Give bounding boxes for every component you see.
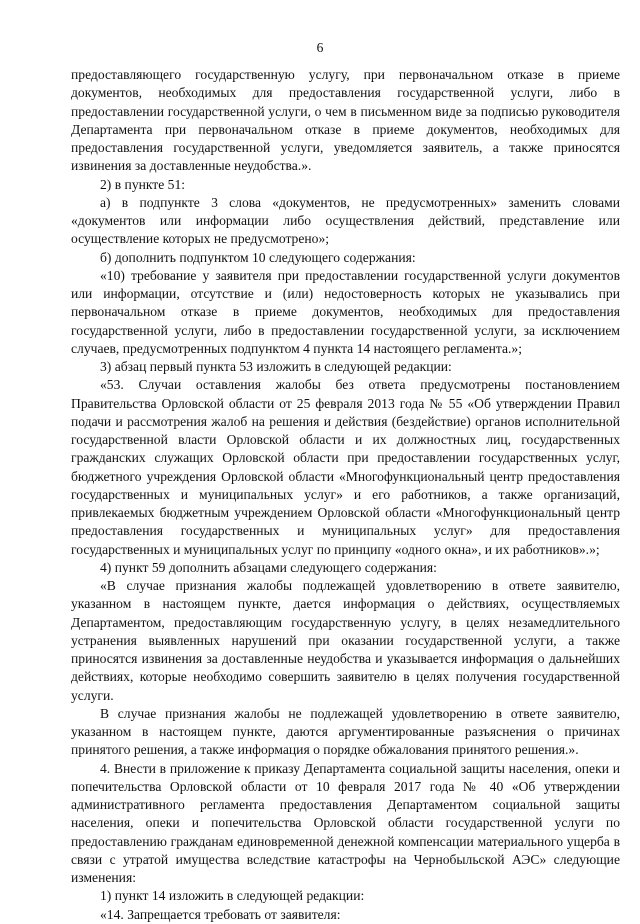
paragraph: 3) абзац первый пункта 53 изложить в следующей редакции:	[100, 359, 452, 374]
paragraph: предоставляющего государственную услугу, при первоначальном отказе в приеме документов, необходимых для предоставления государственной услуги, либо в предоставлении государственной услуги, о чем в письменном виде за подписью руководителя Департамента при первоначальном отказе в приеме документов, необходимых для предоставления государственной услуги, уведомляется заявитель, а также приносятся извинения за доставленные неудобства.».	[71, 67, 620, 174]
paragraph: «В случае признания жалобы подлежащей удовлетворению в ответе заявителю, указанном в настоящем пункте, дается информация о действиях, осуществляемых Департаментом, предоставляющим государственную услугу, в целях незамедлительного устранения выявленных нарушений при оказании государственной услуги, а также приносятся извинения за доставленные неудобства и указывается информация о дальнейших действиях, которые необходимо совершить заявителю в целях получения государственной услуги.	[71, 578, 620, 703]
page-number: 6	[316, 40, 324, 55]
paragraph: 1) пункт 14 изложить в следующей редакции:	[100, 888, 365, 904]
paragraph: В случае признания жалобы не подлежащей удовлетворению в ответе заявителю, указанном в настоящем пункте, даются аргументированные разъяснения о причинах принятого решения, а также информация о порядке обжалования принятого решения.».	[71, 705, 620, 758]
paragraph: 4) пункт 59 дополнить абзацами следующего содержания:	[100, 559, 437, 575]
paragraph: «53. Случаи оставления жалобы без ответа предусмотрены постановлением Правительства Орловской области от 25 февраля 2013 года № 55 «Об утверждении Правил подачи и рассмотрения жалоб на решения и действия (бездействие) органов исполнительной государственной власти Орловской области и их должностных лиц, государственных гражданских служащих Орловской области при предоставлении государственных услуг, бюджетного учреждения Орловской области «Многофункциональный центр предоставления государственных и муниципальных услуг» и его работников, а также организаций, привлекаемых бюджетным учреждением Орловской области «Многофункциональный центр предоставления государственных и муниципальных услуг» для предоставления государственных и муниципальных услуг по принципу «одного окна», и их работников».»;	[71, 377, 620, 557]
paragraph: «10) требование у заявителя при предоставлении государственной услуги документов или информации, отсутствие и (или) недостоверность которых не указывались при первоначальном отказе в приеме документов, необходимых для предоставления государственной услуги, либо в предоставлении государственной услуги, за исключением случаев, предусмотренных подпунктом 4 пункта 14 настоящего регламента.»;	[71, 267, 620, 356]
paragraph: а) в подпункте 3 слова «документов, не предусмотренных» заменить словами «документов или информации либо осуществления действий, представление или осуществление которых не предусмотрено»;	[71, 194, 620, 247]
paragraph: 4. Внести в приложение к приказу Департамента социальной защиты населения, опеки и попечительства Орловской области от 10 февраля 2017 года № 40 «Об утверждении административного регламента предоставления Департаментом социальной защиты населения, опеки и попечительства Орловской области государственной услуги по предоставлению гражданам единовременной денежной компенсации материального ущерба в связи с утратой имущества вследствие катастрофы на Чернобыльской АЭС» следующие изменения:	[71, 760, 620, 885]
paragraph: «14. Запрещается требовать от заявителя:	[100, 906, 341, 922]
paragraph: 2) в пункте 51:	[100, 176, 186, 192]
document-body	[71, 66, 620, 924]
paragraph: б) дополнить подпунктом 10 следующего содержания:	[100, 249, 416, 265]
